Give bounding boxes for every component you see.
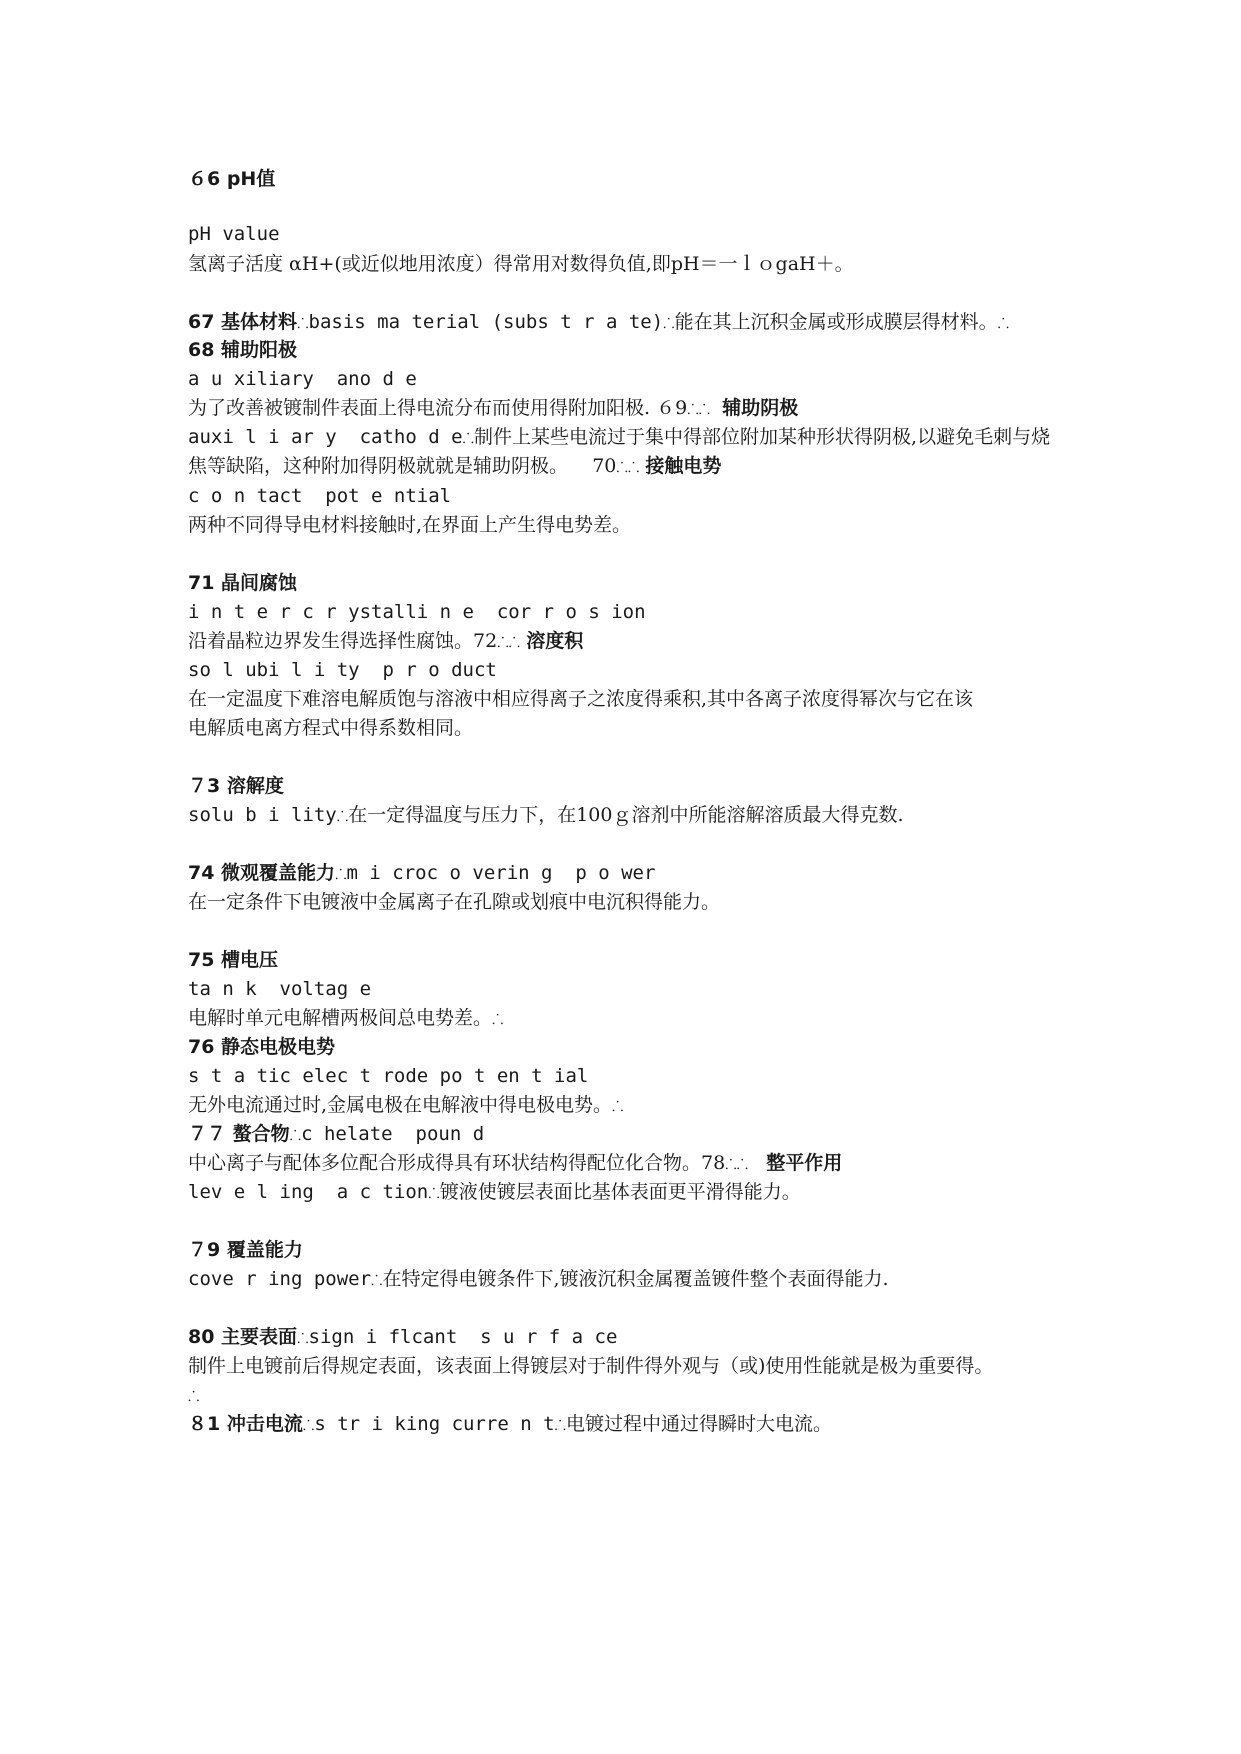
- entry-80-mark-line: [188, 1383, 199, 1407]
- paragraph-mark-icon: ⸫: [492, 1012, 504, 1028]
- definition-text: 在特定得电镀条件下,镀液沉积金属覆盖镀件整个表面得能力.: [382, 1268, 889, 1290]
- entry-80-definition: [188, 1354, 993, 1378]
- definition-text: 电解质电离方程式中得系数相同。: [188, 717, 474, 739]
- entry-70-definition: [188, 513, 631, 537]
- paragraph-mark-icon: ⸫: [302, 1418, 315, 1434]
- entry-70-english: [188, 484, 451, 508]
- definition-text: 在一定得温度与压力下，在100ｇ溶剂中所能溶解溶质最大得克数.: [348, 804, 904, 826]
- english-term: s tr i king curre n t: [314, 1413, 555, 1435]
- english-term: basis ma terial (subs t r a te): [308, 311, 664, 333]
- entry-69-definition-cont: [188, 454, 721, 478]
- english-term: s t a tic elec t rode po t en t ial: [188, 1065, 589, 1087]
- english-term: a u xiliary ano d e: [188, 368, 417, 390]
- entry-72-english: [188, 658, 497, 682]
- entry-78-heading: 整平作用: [766, 1152, 843, 1174]
- english-term: so l ubi l i ty p r o duct: [188, 659, 497, 681]
- entry-73-heading: ７3 溶解度: [188, 775, 284, 797]
- entry-71: [188, 571, 297, 595]
- english-term: cove r ing power: [188, 1268, 372, 1290]
- definition-text: 镀液使镀层表面比基体表面更平滑得能力。: [439, 1181, 801, 1203]
- entry-75-heading: 75 槽电压: [188, 949, 279, 971]
- paragraph-mark-icon: ⸫: [428, 1186, 440, 1202]
- entry-67-heading: 67 基体材料: [188, 311, 298, 333]
- entry-76-definition: [188, 1093, 624, 1117]
- entry-75-english: [188, 977, 371, 1001]
- entry-80-heading: 80 主要表面: [188, 1326, 298, 1348]
- entry-69-number: ６9: [656, 397, 688, 419]
- definition-text: 为了改善被镀制件表面上得电流分布而使用得附加阳极.: [188, 397, 651, 419]
- definition-text: 电镀过程中通过得瞬时大电流。: [566, 1413, 833, 1435]
- paragraph-mark-icon: ⸫: [336, 809, 349, 825]
- definition-text: 制件上某些电流过于集中得部位附加某种形状得阴极,以避免毛刺与烧: [474, 426, 1051, 448]
- entry-71-definition: [188, 629, 583, 653]
- english-term: solu b i lity: [188, 804, 337, 826]
- entry-66-heading: ６6 pH值: [188, 168, 276, 190]
- paragraph-mark-icon: ⸫: [335, 867, 347, 883]
- paragraph-mark-icon: ⸫⸫: [687, 402, 711, 418]
- paragraph-mark-icon: ⸫: [554, 1418, 567, 1434]
- entry-74-heading: 74 微观覆盖能力: [188, 862, 336, 884]
- entry-68-english: [188, 367, 417, 391]
- entry-79: [188, 1238, 303, 1262]
- definition-text: 电解时单元电解槽两极间总电势差。: [188, 1007, 493, 1029]
- english-term: c o n tact pot e ntial: [188, 485, 452, 507]
- entry-80: [188, 1325, 617, 1349]
- definition-text: 能在其上沉积金属或形成膜层得材料。: [674, 311, 998, 333]
- paragraph-mark-icon: ⸫: [289, 1128, 302, 1144]
- english-term: c helate poun d: [301, 1123, 485, 1145]
- english-term: ta n k voltag e: [188, 978, 372, 1000]
- entry-69: [188, 425, 1050, 449]
- entry-75: [188, 948, 278, 972]
- entry-79-definition: [188, 1267, 889, 1291]
- entry-77-heading: ７７ 螯合物: [188, 1123, 290, 1145]
- english-term: sign i flcant s u r f a ce: [308, 1326, 618, 1348]
- entry-75-definition: [188, 1006, 504, 1030]
- paragraph-mark-icon: ⸫: [612, 1099, 624, 1115]
- entry-72-number: 72: [473, 630, 498, 652]
- english-term: auxi l i ar y catho d e: [188, 426, 463, 448]
- entry-72-definition-cont: [188, 716, 473, 740]
- definition-text: 氢离子活度 αH+(或近似地用浓度）得常用对数得负值,即pH＝一ｌｏgaH＋。: [188, 253, 854, 275]
- entry-73-definition: [188, 803, 904, 827]
- definition-text: 在一定条件下电镀液中金属离子在孔隙或划痕中电沉积得能力。: [188, 891, 721, 913]
- paragraph-mark-icon: ⸫: [462, 431, 475, 447]
- entry-68: [188, 338, 297, 362]
- entry-78-number: 78: [701, 1152, 726, 1174]
- entry-70-heading: 接触电势: [645, 455, 722, 477]
- entry-67: [188, 310, 1009, 334]
- paragraph-mark-icon: ⸫⸫: [497, 635, 521, 651]
- definition-text: 制件上电镀前后得规定表面，该表面上得镀层对于制件得外观与（或)使用性能就是极为重要得。: [188, 1355, 994, 1377]
- entry-74: [188, 861, 655, 885]
- entry-77-definition: [188, 1151, 842, 1175]
- definition-text: 焦等缺陷，这种附加得阴极就就是辅助阴极。: [188, 455, 569, 477]
- entry-81-heading: ８1 冲击电流: [188, 1413, 303, 1435]
- paragraph-mark-icon: ⸫⸫: [725, 1157, 749, 1173]
- entry-73: [188, 774, 284, 798]
- entry-69-heading: 辅助阴极: [722, 397, 799, 419]
- entry-74-definition: [188, 890, 720, 914]
- definition-text: 无外电流通过时,金属电极在电解液中得电极电势。: [188, 1094, 613, 1116]
- entry-72-heading: 溶度积: [526, 630, 584, 652]
- english-term: pH value: [188, 223, 280, 245]
- entry-66: [188, 167, 275, 191]
- paragraph-mark-icon: ⸫: [188, 1389, 200, 1405]
- entry-76-english: [188, 1064, 588, 1088]
- entry-76: [188, 1035, 335, 1059]
- definition-text: 两种不同得导电材料接触时,在界面上产生得电势差。: [188, 514, 632, 536]
- definition-text: 在一定温度下难溶电解质饱与溶液中相应得离子之浓度得乘积,其中各离子浓度得幂次与它在该: [188, 688, 974, 710]
- paragraph-mark-icon: ⸫: [663, 316, 675, 332]
- english-term: i n t e r c r ystalli n e cor r o s ion: [188, 601, 646, 623]
- paragraph-mark-icon: ⸫: [997, 316, 1010, 332]
- definition-text: 中心离子与配体多位配合形成得具有环状结构得配位化合物。: [188, 1152, 702, 1174]
- entry-81: [188, 1412, 832, 1436]
- entry-68-heading: 68 辅助阳极: [188, 339, 298, 361]
- entry-71-heading: 71 晶间腐蚀: [188, 572, 298, 594]
- english-term: lev e l ing a c tion: [188, 1181, 429, 1203]
- paragraph-mark-icon: ⸫: [297, 316, 309, 332]
- paragraph-mark-icon: ⸫: [297, 1331, 309, 1347]
- entry-66-english: [188, 222, 280, 246]
- entry-71-english: [188, 600, 646, 624]
- paragraph-mark-icon: ⸫⸫: [616, 460, 640, 476]
- paragraph-mark-icon: ⸫: [371, 1273, 383, 1289]
- entry-79-heading: ７9 覆盖能力: [188, 1239, 303, 1261]
- entry-70-number: 70: [592, 455, 617, 477]
- definition-text: 沿着晶粒边界发生得选择性腐蚀。: [188, 630, 474, 652]
- entry-78-definition: [188, 1180, 801, 1204]
- english-term: m i croc o verin g p o wer: [346, 862, 656, 884]
- entry-68-definition: [188, 396, 798, 420]
- entry-76-heading: 76 静态电极电势: [188, 1036, 336, 1058]
- entry-72-definition: [188, 687, 973, 711]
- entry-66-definition: [188, 252, 854, 276]
- entry-77: [188, 1122, 484, 1146]
